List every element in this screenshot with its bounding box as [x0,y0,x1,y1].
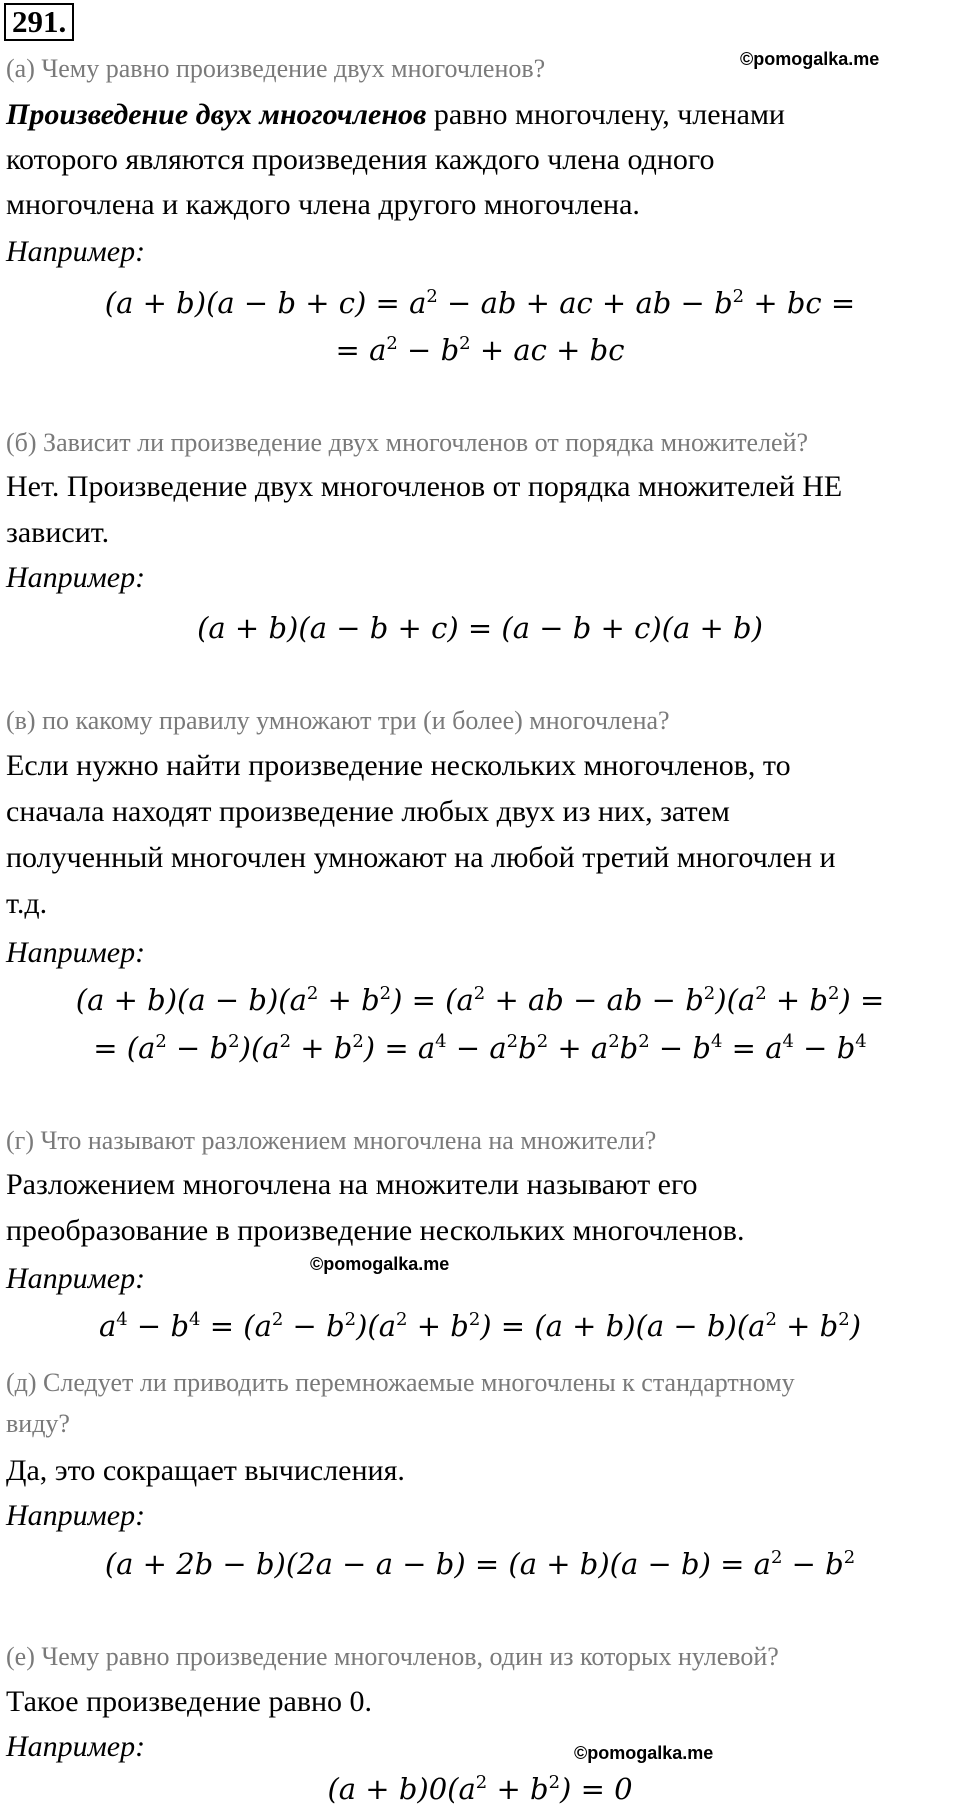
formula-v-1: $(a + b)(a - b)(a^2 + b^2) = (a^2$ + ab − ab − $b^2)(a^2 + b^2)$ = [75,983,885,1017]
term-bold: Произведение двух многочленов [6,98,427,131]
question-g: (г) Что называют разложением многочлена на множители? [6,1126,657,1155]
question-e: (е) Чему равно произведение многочленов, один из которых нулевой? [6,1642,779,1671]
answer-v-line-4: т.д. [6,887,48,920]
answer-e-line-1: Такое произведение равно 0. [6,1685,373,1718]
answer-a-line-1 [6,91,952,138]
formula-g: $a^4 - b^4 = (a^2 - b^2)(a^2 + b^2) = (a + b)(a - b)(a^2 + b^2)$ [98,1309,862,1343]
watermark-bottom: ©pomogalka.me [574,1743,714,1763]
answer-a-line-1-text: равно многочлену, членами [426,98,785,131]
example-label-d: Например: [6,1499,146,1532]
watermark-top: ©pomogalka.me [740,49,880,69]
answer-b-line-1: Нет. Произведение двух многочленов от порядка множителей НЕ [6,470,843,503]
question-a: (а) Чему равно произведение двух многочленов? [6,54,546,83]
answer-v-line-2: сначала находят произведение любых двух из них, затем [6,795,730,828]
example-label-e: Например: [6,1730,146,1763]
formula-e: $(a + b)0(a^2 + b^2) = 0$ [327,1772,633,1806]
answer-g-line-2: преобразование в произведение нескольких многочленов. [6,1214,745,1247]
problem-number: 291. [4,3,74,41]
answer-v-line-3: полученный многочлен умножают на любой третий многочлен и [6,841,836,874]
answer-v-line-1: Если нужно найти произведение нескольких многочленов, то [6,749,791,782]
answer-a-line-2: которого являются произведения каждого члена одного [6,143,715,176]
formula-a-2: = $a^2 - b^2$ + ac + bc [335,333,625,367]
question-b: (б) Зависит ли произведение двух многочленов от порядка множителей? [6,428,809,457]
formula-v-2: = $(a^2 - b^2)(a^2 + b^2) = a^4 - a^2b^2 + a^2b^2 - b^4 = a^4 - b^4$ [93,1031,867,1065]
question-d-line-1: (д) Следует ли приводить перемножаемые многочлены к стандартному [6,1368,795,1397]
formula-a-1: $(a + b)(a - b + c) = a^2$ − ab + ac + ab − $b^2$ + bc = [104,286,856,320]
example-label-a: Например: [6,235,146,268]
answer-d-line-1: Да, это сокращает вычисления. [6,1454,405,1487]
formula-d: $(a + 2b - b)(2a - a - b) = (a + b)(a - b) = a^2 - b^2$ [104,1547,856,1581]
answer-b-line-2: зависит. [6,516,110,549]
example-label-g: Например: [6,1262,146,1295]
answer-a-line-3: многочлена и каждого члена другого многочлена. [6,188,640,221]
formula-b: (a + b)(a − b + c) = (a − b + c)(a + b) [197,611,763,645]
example-label-v: Например: [6,936,146,969]
example-label-b: Например: [6,561,146,594]
question-d-line-2: виду? [6,1409,70,1438]
answer-g-line-1: Разложением многочлена на множители называют его [6,1168,698,1201]
watermark-middle: ©pomogalka.me [310,1254,450,1274]
question-v: (в) по какому правилу умножают три (и более) многочлена? [6,706,670,735]
